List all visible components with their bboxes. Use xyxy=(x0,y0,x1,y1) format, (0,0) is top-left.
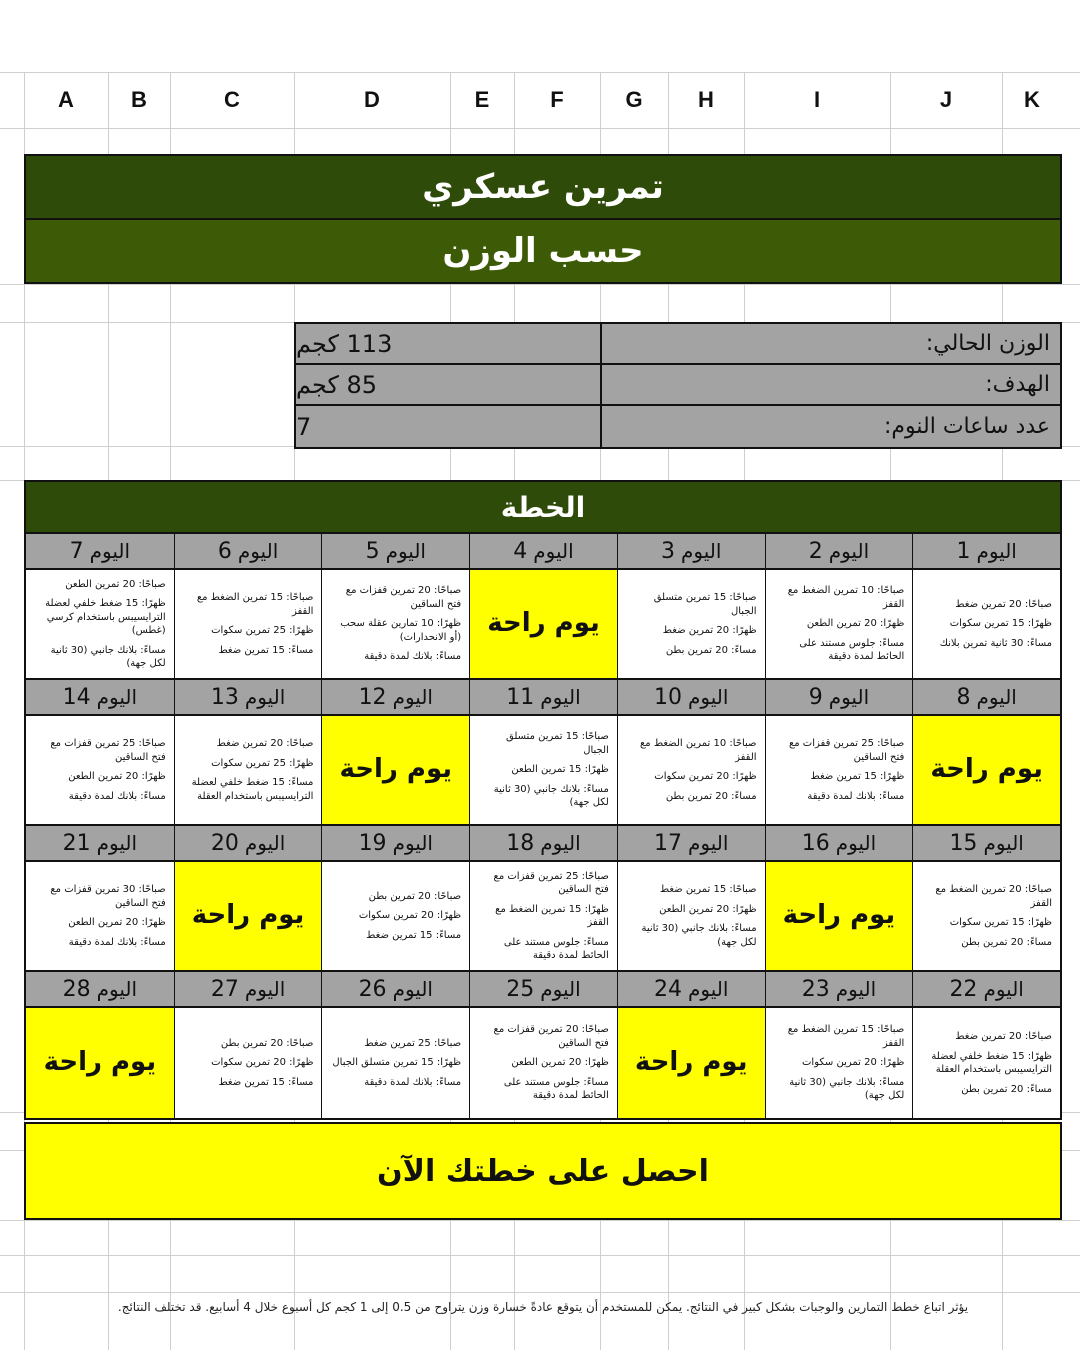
plan-header: الخطة xyxy=(24,480,1062,534)
current-weight-value[interactable]: 113 كجم xyxy=(296,324,602,363)
workout-line: صباحًا: 15 تمرين ضغط xyxy=(659,884,757,895)
sleep-hours-label: عدد ساعات النوم: xyxy=(884,414,1050,439)
workout-cell[interactable] xyxy=(175,716,322,826)
workout-line: ظهرًا: 20 تمرين الطعن xyxy=(806,618,905,630)
workout-cell[interactable] xyxy=(766,716,913,826)
day-number: 3 xyxy=(661,538,675,564)
day-word: اليوم xyxy=(540,977,581,1001)
workout-cell[interactable] xyxy=(913,862,1060,972)
workout-cell[interactable] xyxy=(618,862,765,972)
workout-line: ظهرًا: 25 تمرين سكوات xyxy=(211,625,314,636)
day-cell xyxy=(321,972,469,1118)
workout-line: صباحًا: 20 تمرين ضغط xyxy=(216,738,314,749)
day-number: 23 xyxy=(801,976,830,1002)
day-header[interactable] xyxy=(26,826,174,862)
rest-day-cell[interactable]: يوم راحة xyxy=(618,1008,765,1118)
day-cell xyxy=(617,826,765,972)
workout-line: صباحًا: 20 تمرين بطن xyxy=(368,890,462,902)
day-header[interactable] xyxy=(175,972,322,1008)
day-header[interactable] xyxy=(618,826,765,862)
day-cell xyxy=(912,534,1060,680)
column-header-j[interactable]: J xyxy=(939,87,953,112)
day-cell xyxy=(26,972,174,1118)
day-word: اليوم xyxy=(385,539,426,563)
day-number: 4 xyxy=(513,538,528,564)
day-number: 27 xyxy=(210,976,239,1002)
day-header[interactable] xyxy=(913,680,1060,716)
day-header[interactable] xyxy=(618,534,765,570)
day-cell xyxy=(912,826,1060,972)
day-number: 17 xyxy=(654,830,682,856)
day-word: اليوم xyxy=(237,539,279,563)
day-cell xyxy=(469,826,617,972)
grid-line xyxy=(0,1220,1080,1221)
day-word: اليوم xyxy=(392,685,433,709)
column-header-d[interactable]: D xyxy=(364,87,380,112)
day-header[interactable] xyxy=(913,826,1060,862)
day-header[interactable] xyxy=(26,534,174,570)
workout-line: ظهرًا: 20 تمرين سكوات xyxy=(211,1057,314,1069)
workout-line: مساءً: 20 تمرين بطن xyxy=(665,790,757,802)
day-number: 13 xyxy=(210,684,239,710)
workout-line: صباحًا: 25 تمرين ضغط xyxy=(364,1037,462,1049)
day-word: اليوم xyxy=(96,977,138,1001)
day-word: اليوم xyxy=(244,831,286,855)
day-header[interactable] xyxy=(26,680,174,716)
day-cell xyxy=(469,680,617,826)
workout-line: مساءً: 20 تمرين بطن xyxy=(665,644,757,656)
day-header[interactable] xyxy=(766,680,913,716)
day-header[interactable] xyxy=(322,972,469,1008)
workout-line: مساءً: بلانك لمدة دقيقة xyxy=(807,790,905,802)
day-number: 20 xyxy=(210,830,239,856)
column-header-k[interactable]: K xyxy=(1024,87,1040,112)
workout-line: صباحًا: 20 تمرين بطن xyxy=(220,1037,314,1049)
day-word: اليوم xyxy=(392,977,433,1001)
day-cell xyxy=(469,534,617,680)
day-word: اليوم xyxy=(540,685,581,709)
day-word: اليوم xyxy=(244,977,286,1001)
workout-line: صباحًا: 15 تمرين الضغط مع القفز xyxy=(787,1024,905,1049)
workout-cell[interactable] xyxy=(322,570,469,680)
day-number: 11 xyxy=(506,684,535,710)
workout-line: مساءً: 30 ثانية تمرين بلانك xyxy=(939,637,1052,649)
rest-day-cell[interactable]: يوم راحة xyxy=(322,716,469,826)
grid-line xyxy=(0,284,1080,285)
plan-calendar xyxy=(24,534,1062,1120)
day-header[interactable] xyxy=(618,972,765,1008)
day-word: اليوم xyxy=(983,831,1024,855)
grid-line xyxy=(0,1292,1080,1293)
day-number: 2 xyxy=(808,538,823,564)
day-word: اليوم xyxy=(89,539,131,563)
workout-line: ظهرًا: 20 تمرين الطعن xyxy=(68,771,166,782)
calendar-week xyxy=(26,826,1060,972)
workout-line: ظهرًا: 15 ضغط خلفي لعضلة الترايسيبس باستخدام كرسي (غطس) xyxy=(45,598,166,636)
day-word: اليوم xyxy=(976,685,1017,709)
day-cell xyxy=(765,972,913,1118)
day-number: 15 xyxy=(949,830,978,856)
workout-line: صباحًا: 15 تمرين متسلق الجبال xyxy=(653,592,757,617)
workout-cell[interactable] xyxy=(26,570,174,680)
workout-line: صباحًا: 20 تمرين قفزات مع فتح الساقين xyxy=(345,585,462,610)
day-cell xyxy=(617,534,765,680)
workout-cell[interactable] xyxy=(913,1008,1060,1118)
workout-line: مساءً: بلانك لمدة دقيقة xyxy=(68,790,166,802)
page-title: تمرين عسكري xyxy=(24,154,1062,220)
workout-line: مساءً: جلوس مستند على الحائط لمدة دقيقة xyxy=(503,1076,609,1102)
day-word: اليوم xyxy=(688,977,729,1001)
workout-line: مساءً: بلانك جانبي (30 ثانية لكل جهة) xyxy=(50,644,166,669)
day-header[interactable] xyxy=(618,680,765,716)
workout-cell[interactable] xyxy=(470,1008,617,1118)
workout-line: ظهرًا: 20 تمرين سكوات xyxy=(802,1057,905,1069)
day-header[interactable] xyxy=(913,534,1060,570)
info-row-sleep-hours xyxy=(296,406,1060,447)
day-cell xyxy=(765,534,913,680)
day-header[interactable] xyxy=(175,534,322,570)
day-number: 28 xyxy=(62,976,91,1002)
current-weight-label: الوزن الحالي: xyxy=(925,331,1050,356)
workout-line: مساءً: بلانك لمدة دقيقة xyxy=(68,936,166,948)
goal-value[interactable]: 85 كجم xyxy=(296,365,602,404)
day-number: 6 xyxy=(217,538,232,564)
day-cell xyxy=(26,826,174,972)
grid-line xyxy=(0,128,1080,129)
day-number: 19 xyxy=(358,830,387,856)
column-header-i[interactable]: I xyxy=(813,87,821,112)
day-cell xyxy=(912,972,1060,1118)
rest-day-cell[interactable]: يوم راحة xyxy=(470,570,617,680)
workout-line: ظهرًا: 20 تمرين ضغط xyxy=(662,625,757,636)
workout-line: صباحًا: 25 تمرين قفزات مع فتح الساقين xyxy=(493,870,609,895)
workout-line: ظهرًا: 15 تمرين متسلق الجبال xyxy=(332,1057,462,1069)
day-header[interactable] xyxy=(175,680,322,716)
sleep-hours-value[interactable]: 7 xyxy=(296,406,602,447)
workout-line: مساءً: 15 ضغط خلفي لعضلة الترايسيبس باستخدام العقلة xyxy=(191,777,314,802)
info-table xyxy=(294,322,1062,449)
workout-cell[interactable] xyxy=(470,716,617,826)
rest-day-cell[interactable]: يوم راحة xyxy=(766,862,913,972)
day-number: 26 xyxy=(358,976,387,1002)
workout-line: صباحًا: 30 تمرين قفزات مع فتح الساقين xyxy=(50,884,166,909)
day-header[interactable] xyxy=(470,680,617,716)
day-cell xyxy=(765,826,913,972)
workout-line: ظهرًا: 20 تمرين الطعن xyxy=(511,1057,609,1069)
workout-line: مساءً: بلانك لمدة دقيقة xyxy=(364,1076,462,1088)
day-word: اليوم xyxy=(983,977,1024,1001)
rest-day-cell[interactable]: يوم راحة xyxy=(175,862,322,972)
column-header-c[interactable]: C xyxy=(224,87,240,112)
day-cell xyxy=(469,972,617,1118)
column-header-a[interactable]: A xyxy=(58,87,74,112)
workout-line: مساءً: بلانك جانبي (30 ثانية لكل جهة) xyxy=(493,783,609,809)
workout-cell[interactable] xyxy=(913,570,1060,680)
workout-cell[interactable] xyxy=(618,570,765,680)
workout-line: صباحًا: 20 تمرين ضغط xyxy=(955,598,1052,610)
day-cell xyxy=(174,534,322,680)
workout-line: صباحًا: 25 تمرين قفزات مع فتح الساقين xyxy=(788,738,905,763)
column-header-h[interactable]: H xyxy=(698,87,714,112)
footnote: يؤثر اتباع خطط التمارين والوجبات بشكل كبير في النتائج. يمكن للمستخدم أن يتوقع عادةً خسارة وزن يتراوح من 0.5 إلى 1 كجم كل أسبوع خلال 4 أسابيع. قد تختلف النتائج. xyxy=(117,1300,969,1314)
workout-line: ظهرًا: 20 تمرين الطعن xyxy=(68,917,166,928)
day-word: اليوم xyxy=(540,831,581,855)
column-header-f[interactable]: F xyxy=(550,87,564,112)
column-headers xyxy=(0,72,1080,128)
day-header[interactable] xyxy=(322,534,469,570)
workout-line: مساءً: 15 تمرين ضغط xyxy=(218,644,314,656)
day-number: 22 xyxy=(949,976,978,1002)
day-header[interactable] xyxy=(26,972,174,1008)
column-header-b[interactable]: B xyxy=(131,87,147,112)
workout-line: صباحًا: 20 تمرين الضغط مع القفز xyxy=(935,884,1052,909)
day-word: اليوم xyxy=(681,539,722,563)
day-number: 10 xyxy=(654,684,682,710)
day-header[interactable] xyxy=(766,534,913,570)
workout-line: ظهرًا: 10 تمارين عقلة سحب (أو الانحدارات) xyxy=(340,618,462,643)
day-number: 14 xyxy=(62,684,91,710)
column-header-e[interactable]: E xyxy=(474,87,490,112)
day-number: 12 xyxy=(358,684,387,710)
workout-line: صباحًا: 10 تمرين الضغط مع القفز xyxy=(787,585,905,610)
workout-cell[interactable] xyxy=(322,1008,469,1118)
workout-line: مساءً: جلوس مستند على الحائط لمدة دقيقة xyxy=(799,637,905,663)
workout-cell[interactable] xyxy=(618,716,765,826)
workout-line: مساءً: 20 تمرين بطن xyxy=(961,1083,1052,1095)
day-number: 21 xyxy=(62,830,91,856)
day-cell xyxy=(617,680,765,826)
workout-line: ظهرًا: 15 تمرين ضغط xyxy=(810,771,905,782)
calendar-week xyxy=(26,680,1060,826)
day-word: اليوم xyxy=(828,539,870,563)
column-header-g[interactable]: G xyxy=(625,87,643,112)
workout-cell[interactable] xyxy=(175,570,322,680)
goal-label: الهدف: xyxy=(985,372,1050,397)
workout-line: مساءً: بلانك جانبي (30 ثانية لكل جهة) xyxy=(641,923,757,948)
rest-day-cell[interactable]: يوم راحة xyxy=(26,1008,174,1118)
day-word: اليوم xyxy=(835,977,877,1001)
calendar-week xyxy=(26,972,1060,1118)
workout-line: ظهرًا: 15 تمرين الطعن xyxy=(511,764,609,776)
day-word: اليوم xyxy=(835,831,877,855)
day-cell xyxy=(617,972,765,1118)
workout-cell[interactable] xyxy=(766,1008,913,1118)
grid-line xyxy=(0,1255,1080,1256)
day-number: 25 xyxy=(506,976,535,1002)
day-word: اليوم xyxy=(976,539,1017,563)
workout-cell[interactable] xyxy=(175,1008,322,1118)
workout-line: ظهرًا: 25 تمرين سكوات xyxy=(211,757,314,769)
workout-line: ظهرًا: 20 تمرين سكوات xyxy=(358,910,462,922)
workout-line: صباحًا: 20 تمرين ضغط xyxy=(955,1031,1052,1042)
day-word: اليوم xyxy=(392,831,433,855)
workout-line: ظهرًا: 20 تمرين سكوات xyxy=(654,771,757,782)
day-cell xyxy=(174,972,322,1118)
info-row-goal xyxy=(296,365,1060,406)
day-cell xyxy=(174,680,322,826)
workout-line: ظهرًا: 15 تمرين سكوات xyxy=(949,618,1052,630)
day-number: 1 xyxy=(956,538,971,564)
workout-line: صباحًا: 15 تمرين متسلق الجبال xyxy=(505,731,609,756)
page-subtitle: حسب الوزن xyxy=(24,218,1062,284)
day-number: 9 xyxy=(808,684,823,710)
info-row-current-weight xyxy=(296,324,1060,365)
workout-cell[interactable] xyxy=(766,570,913,680)
workout-cell[interactable] xyxy=(322,862,469,972)
day-word: اليوم xyxy=(244,685,286,709)
day-word: اليوم xyxy=(828,685,870,709)
day-header[interactable] xyxy=(766,826,913,862)
day-header[interactable] xyxy=(470,534,617,570)
workout-line: صباحًا: 20 تمرين الطعن xyxy=(65,578,166,590)
workout-line: مساءً: جلوس مستند على الحائط لمدة دقيقة xyxy=(503,936,609,961)
workout-line: مساءً: 20 تمرين بطن xyxy=(961,936,1052,948)
workout-line: صباحًا: 20 تمرين قفزات مع فتح الساقين xyxy=(493,1024,609,1049)
day-cell xyxy=(321,826,469,972)
day-word: اليوم xyxy=(533,539,574,563)
day-cell xyxy=(26,680,174,826)
day-cell xyxy=(26,534,174,680)
day-cell xyxy=(912,680,1060,826)
workout-line: صباحًا: 10 تمرين الضغط مع القفز xyxy=(639,738,757,763)
day-word: اليوم xyxy=(96,831,138,855)
day-word: اليوم xyxy=(96,685,138,709)
workout-line: مساءً: 15 تمرين ضغط xyxy=(366,929,462,941)
day-header[interactable] xyxy=(470,826,617,862)
workout-line: مساءً: 15 تمرين ضغط xyxy=(218,1076,314,1088)
day-header[interactable] xyxy=(322,680,469,716)
workout-cell[interactable] xyxy=(26,716,174,826)
day-cell xyxy=(765,680,913,826)
workout-line: ظهرًا: 15 ضغط خلفي لعضلة الترايسيبس باستخدام العقلة xyxy=(931,1050,1052,1075)
calendar-week xyxy=(26,534,1060,680)
day-number: 5 xyxy=(365,538,380,564)
rest-day-cell[interactable]: يوم راحة xyxy=(913,716,1060,826)
day-number: 24 xyxy=(654,976,682,1002)
workout-line: مساءً: بلانك لمدة دقيقة xyxy=(364,651,462,663)
day-header[interactable] xyxy=(175,826,322,862)
day-cell xyxy=(321,534,469,680)
get-plan-button[interactable]: احصل على خطتك الآن xyxy=(24,1122,1062,1220)
workout-line: صباحًا: 15 تمرين الضغط مع القفز xyxy=(196,592,314,617)
workout-line: ظهرًا: 15 تمرين الضغط مع القفز xyxy=(495,903,609,928)
workout-line: مساءً: بلانك جانبي (30 ثانية لكل جهة) xyxy=(789,1076,905,1102)
workout-line: ظهرًا: 15 تمرين سكوات xyxy=(949,917,1052,928)
day-cell xyxy=(174,826,322,972)
day-cell xyxy=(321,680,469,826)
day-header[interactable] xyxy=(766,972,913,1008)
workout-line: ظهرًا: 20 تمرين الطعن xyxy=(659,903,757,915)
day-number: 18 xyxy=(506,830,535,856)
day-word: اليوم xyxy=(688,831,729,855)
day-word: اليوم xyxy=(688,685,729,709)
workout-line: صباحًا: 25 تمرين قفزات مع فتح الساقين xyxy=(50,738,166,763)
day-number: 8 xyxy=(956,684,971,710)
day-number: 16 xyxy=(801,830,830,856)
day-header[interactable] xyxy=(913,972,1060,1008)
workout-cell[interactable] xyxy=(26,862,174,972)
day-header[interactable] xyxy=(322,826,469,862)
workout-cell[interactable] xyxy=(470,862,617,972)
day-header[interactable] xyxy=(470,972,617,1008)
day-number: 7 xyxy=(69,538,84,564)
